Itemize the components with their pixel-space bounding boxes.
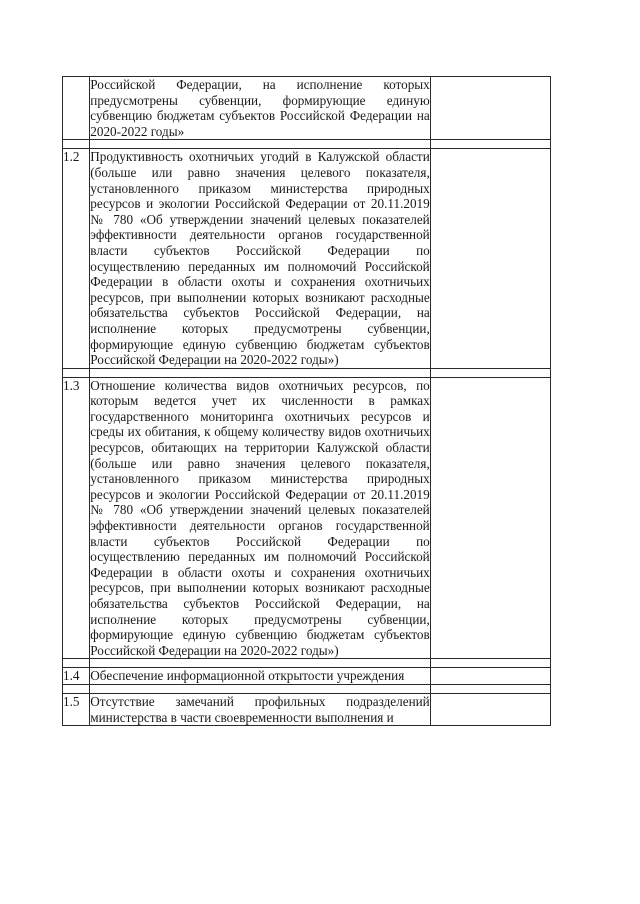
row-text: Отношение количества видов охотничьих ресурсов, по которым ведется учет их численности в рамках государственного мониторинга охотничьих ресурсов и среды их обитания, к общему количеству видов охотничьих ресурсов, обитающих на территории Калужской области (больше или равно значения целевого показателя, установленного приказом министерства природных ресурсов и экологии Российской Федерации от 20.11.2019 № 780 «Об утверждении значений целевых показателей эффективности деятельности органов государственной власти субъектов Российской Федерации по осуществлению переданных им полномочий Российской Федерации в области охоты и сохранения охотничьих ресурсов, при выполнении которых возникают расходные обязательства субъектов Российской Федерации, на исполнение которых предусмотрены субвенции, формирующие единую субвенцию бюджетам субъектов Российской Федерации на 2020-2022 годы») bbox=[90, 377, 430, 658]
row-value-cell bbox=[430, 77, 550, 140]
row-number: 1.3 bbox=[63, 377, 90, 659]
row-value-cell bbox=[430, 693, 550, 725]
row-number bbox=[63, 77, 90, 140]
row-value-cell bbox=[430, 668, 550, 685]
row-spacer bbox=[63, 368, 551, 377]
row-number: 1.5 bbox=[63, 693, 90, 725]
row-number: 1.2 bbox=[63, 149, 90, 368]
table-row bbox=[63, 377, 551, 659]
row-spacer bbox=[63, 684, 551, 693]
table-row bbox=[63, 668, 551, 685]
row-text: Отсутствие замечаний профильных подразделений министерства в части своевременности выполнения и bbox=[90, 693, 430, 725]
row-text: Продуктивность охотничьих угодий в Калужской области (больше или равно значения целевого показателя, установленного приказом министерства природных ресурсов и экологии Российской Федерации от 20.11.2019 № 780 «Об утверждении значений целевых показателей эффективности деятельности органов государственной власти субъектов Российской Федерации по осуществлению переданных им полномочий Российской Федерации в области охоты и сохранения охотничьих ресурсов, при выполнении которых возникают расходные обязательства субъектов Российской Федерации, на исполнение которых предусмотрены субвенции, формирующие единую субвенцию бюджетам субъектов Российской Федерации на 2020-2022 годы») bbox=[90, 149, 430, 368]
table-row bbox=[63, 77, 551, 140]
row-value-cell bbox=[430, 377, 550, 659]
table-row bbox=[63, 149, 551, 368]
row-spacer bbox=[63, 659, 551, 668]
indicator-table bbox=[62, 76, 551, 726]
table-row bbox=[63, 693, 551, 725]
row-spacer bbox=[63, 140, 551, 149]
row-text: Обеспечение информационной открытости учреждения bbox=[90, 668, 430, 685]
row-number: 1.4 bbox=[63, 668, 90, 685]
row-value-cell bbox=[430, 149, 550, 368]
row-text: Российской Федерации, на исполнение которых предусмотрены субвенции, формирующие единую субвенцию бюджетам субъектов Российской Федерации на 2020-2022 годы» bbox=[90, 77, 430, 139]
